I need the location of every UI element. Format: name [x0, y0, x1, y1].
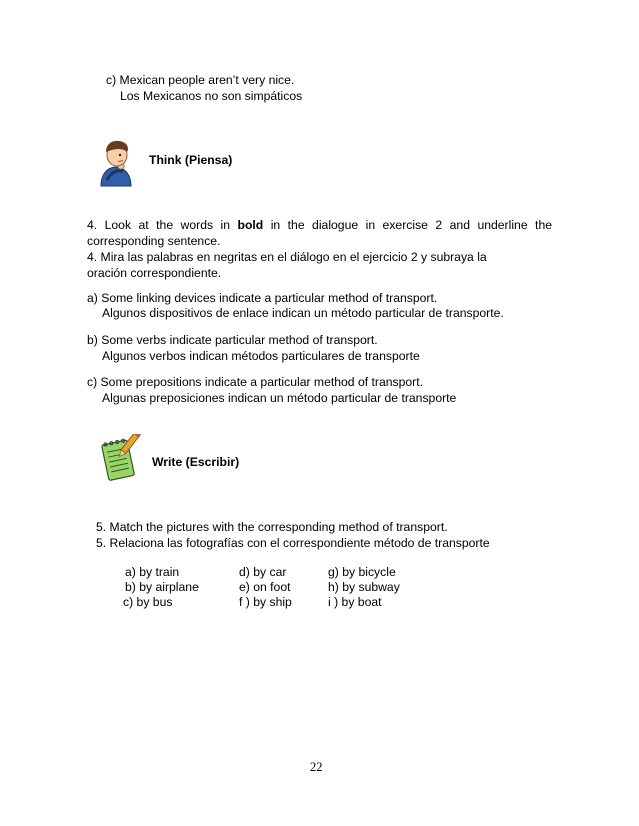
exercise4-text-after-bold: in the dialogue in exercise 2 and underline the [263, 218, 552, 232]
exercise4-spanish-line2: oración correspondiente. [87, 266, 222, 280]
exercise4-item-a-spanish: Algunos dispositivos de enlace indican un método particular de transporte. [102, 306, 504, 320]
option-d: d) by car [239, 565, 287, 579]
exercise5-spanish: 5. Relaciona las fotografías con el correspondiente método de transporte [96, 536, 490, 550]
bold-word: bold [237, 218, 264, 232]
option-f: f ) by ship [239, 595, 292, 609]
option-b: b) by airplane [125, 580, 199, 594]
statement-c-spanish: Los Mexicanos no son simpáticos [120, 89, 303, 103]
exercise4-item-b-spanish: Algunos verbos indican métodos particulares de transporte [102, 349, 420, 363]
option-e: e) on foot [239, 580, 291, 594]
option-a: a) by train [125, 565, 180, 579]
exercise4-english-line2: corresponding sentence. [87, 234, 221, 248]
exercise4-english-line1 [87, 217, 552, 233]
notepad-pencil-icon [99, 434, 141, 482]
exercise4-item-b-english: b) Some verbs indicate particular method of transport. [87, 333, 378, 347]
exercise4-item-a-english: a) Some linking devices indicate a particular method of transport. [87, 291, 438, 305]
statement-c-english: c) Mexican people aren’t very nice. [106, 73, 295, 87]
option-h: h) by subway [328, 580, 400, 594]
exercise4-item-c-spanish: Algunas preposiciones indican un método particular de transporte [102, 391, 457, 405]
exercise4-spanish-line1: 4. Mira las palabras en negritas en el diálogo en el ejercicio 2 y subraya la [87, 250, 487, 264]
exercise4-item-c-english: c) Some prepositions indicate a particular method of transport. [87, 375, 424, 389]
thinking-person-icon [93, 136, 137, 188]
option-c: c) by bus [123, 595, 173, 609]
exercise5-english: 5. Match the pictures with the corresponding method of transport. [96, 520, 448, 534]
write-label: Write (Escribir) [152, 455, 240, 469]
think-label: Think (Piensa) [149, 153, 233, 167]
option-g: g) by bicycle [328, 565, 396, 579]
option-i: i ) by boat [328, 595, 382, 609]
exercise4-text-before-bold: 4. Look at the words in [87, 218, 238, 232]
page-number: 22 [310, 760, 323, 774]
